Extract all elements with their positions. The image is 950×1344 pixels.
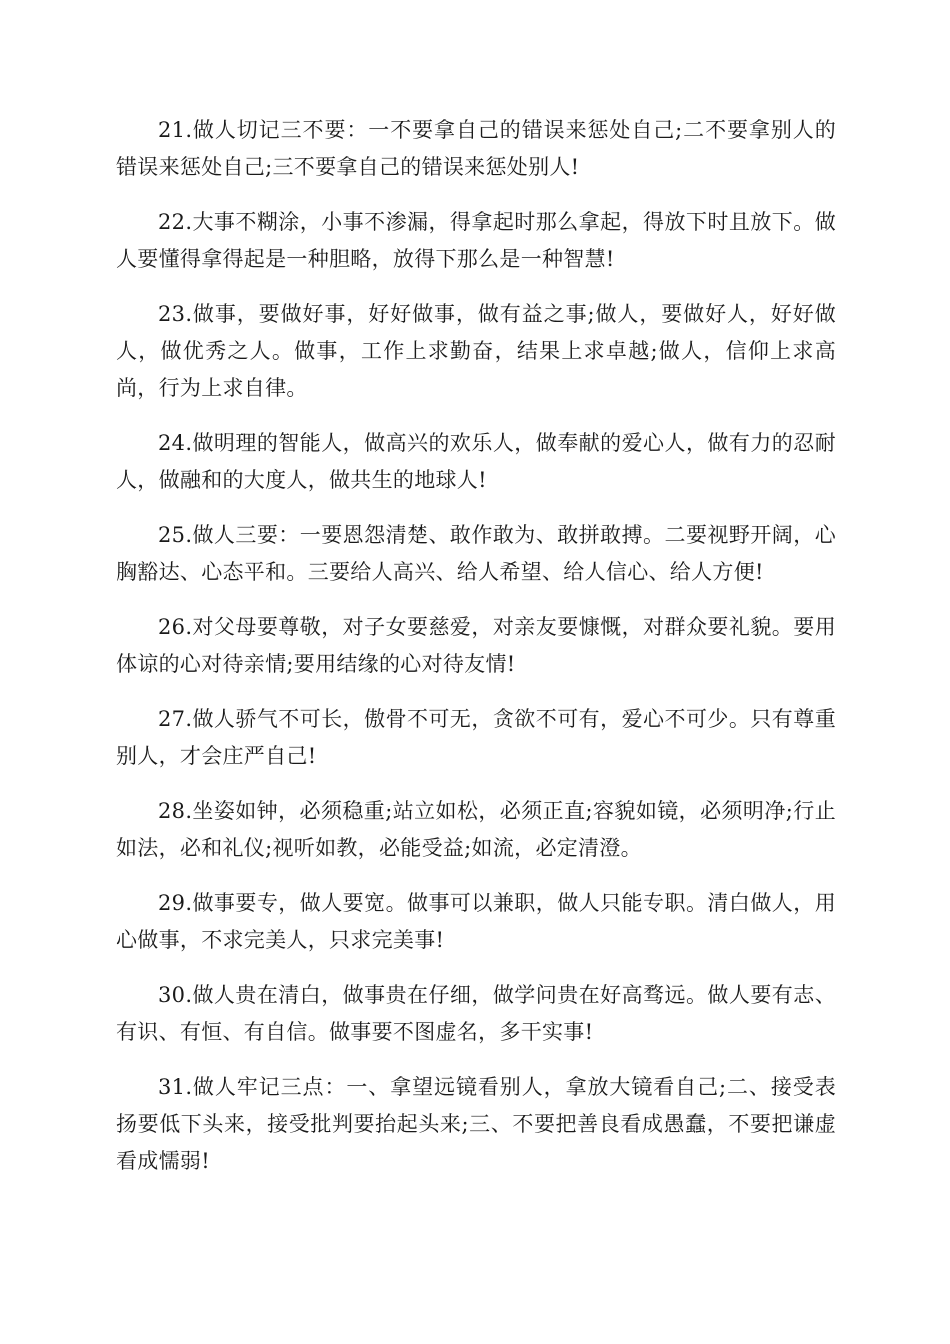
paragraph-21: 21.做人切记三不要：一不要拿自己的错误来惩处自己;二不要拿别人的错误来惩处自己;三不要拿自己的错误来惩处别人! [116,118,836,179]
paragraph-22: 22.大事不糊涂，小事不渗漏，得拿起时那么拿起，得放下时且放下。做人要懂得拿得起是一种胆略，放得下那么是一种智慧! [116,210,836,271]
paragraph-24: 24.做明理的智能人，做高兴的欢乐人，做奉献的爱心人，做有力的忍耐人，做融和的大度人，做共生的地球人! [116,431,836,492]
paragraph-26: 26.对父母要尊敬，对子女要慈爱，对亲友要慷慨，对群众要礼貌。要用体谅的心对待亲情;要用结缘的心对待友情! [116,615,836,676]
paragraph-25: 25.做人三要：一要恩怨清楚、敢作敢为、敢拼敢搏。二要视野开阔，心胸豁达、心态平和。三要给人高兴、给人希望、给人信心、给人方便! [116,523,836,584]
document-body [116,112,836,1198]
paragraph-28: 28.坐姿如钟，必须稳重;站立如松，必须正直;容貌如镜，必须明净;行止如法，必和礼仪;视听如教，必能受益;如流，必定清澄。 [116,799,836,860]
paragraph-27: 27.做人骄气不可长，傲骨不可无，贪欲不可有，爱心不可少。只有尊重别人，才会庄严自己! [116,707,836,768]
paragraph-23: 23.做事，要做好事，好好做事，做有益之事;做人，要做好人，好好做人，做优秀之人。做事，工作上求勤奋，结果上求卓越;做人，信仰上求高尚，行为上求自律。 [116,302,836,400]
paragraph-31: 31.做人牢记三点：一、拿望远镜看别人，拿放大镜看自己;二、接受表扬要低下头来，接受批判要抬起头来;三、不要把善良看成愚蠢，不要把谦虚看成懦弱! [116,1075,836,1173]
paragraph-30: 30.做人贵在清白，做事贵在仔细，做学问贵在好高骛远。做人要有志、有识、有恒、有自信。做事要不图虚名，多干实事! [116,983,836,1044]
paragraph-29: 29.做事要专，做人要宽。做事可以兼职，做人只能专职。清白做人，用心做事，不求完美人，只求完美事! [116,891,836,952]
